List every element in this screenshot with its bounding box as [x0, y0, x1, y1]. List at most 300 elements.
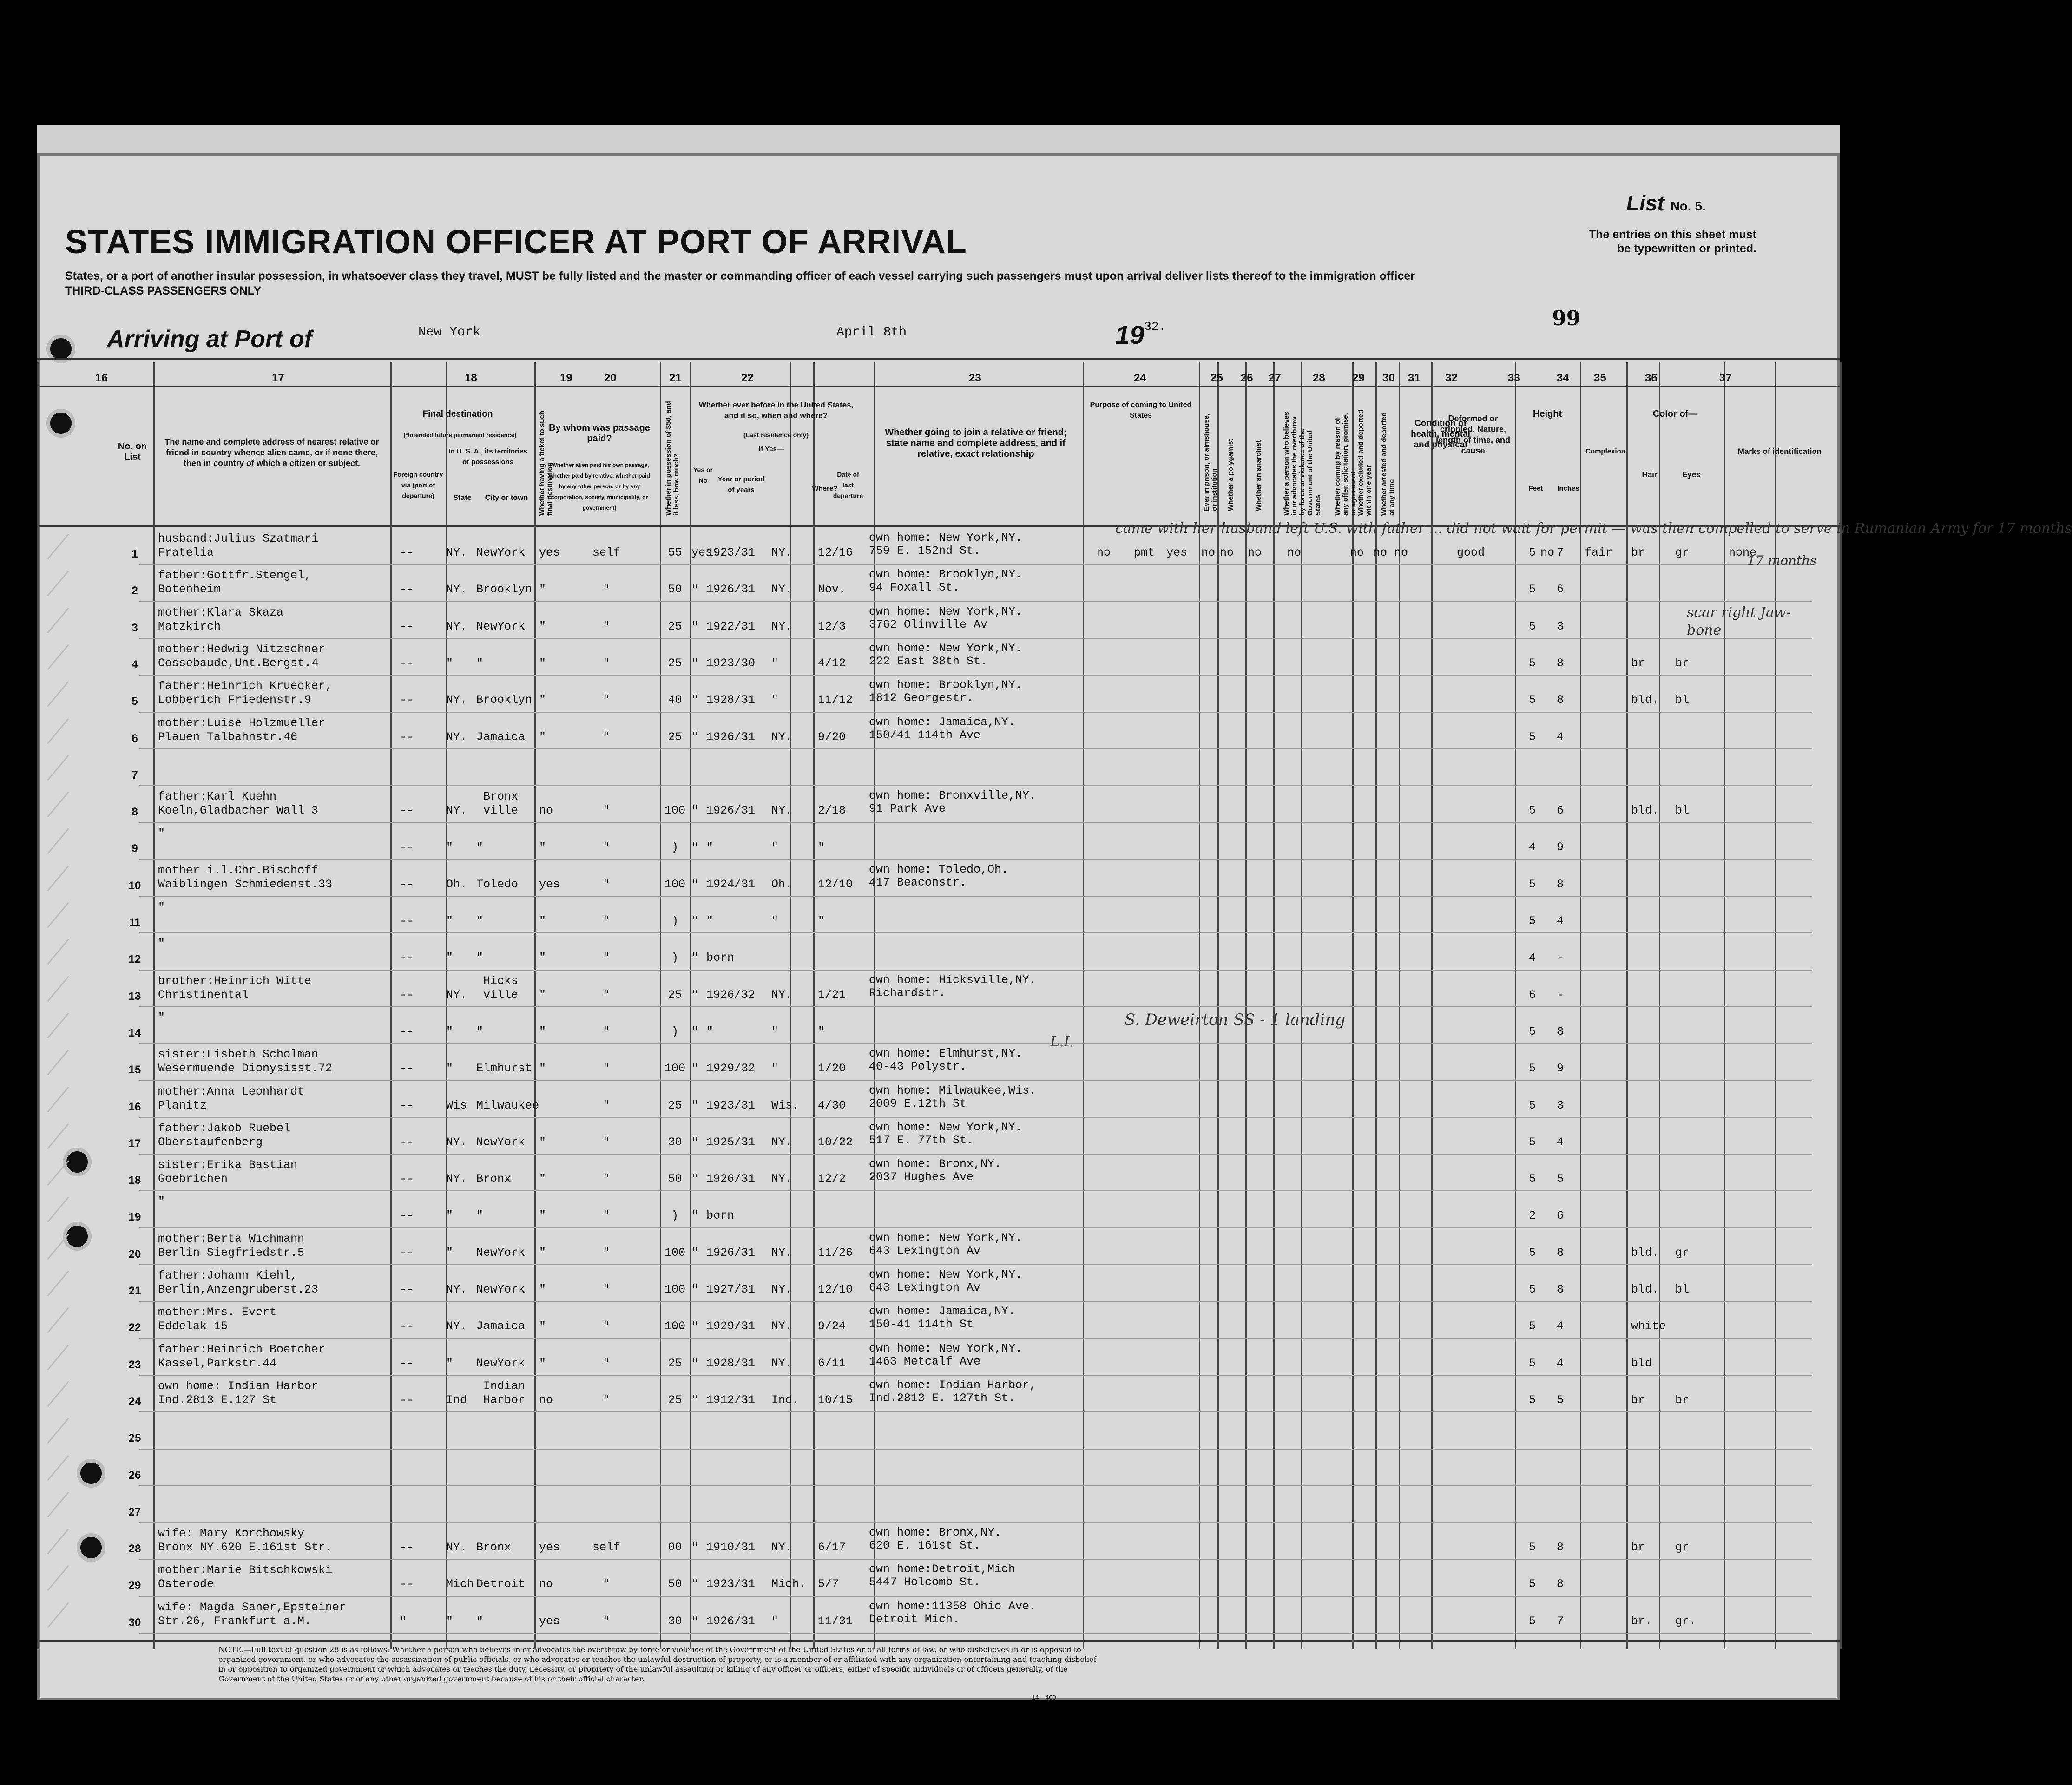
row-divider [139, 896, 1812, 897]
cell-years: 1922/31 [706, 619, 756, 633]
cell-money: 100 [664, 1319, 685, 1333]
row-number: 14 [128, 1026, 141, 1039]
cell-addr: Eddelak 15 [158, 1319, 228, 1333]
cell-ticket: " [539, 988, 546, 1002]
row-divider [139, 1301, 1812, 1302]
cell-dep: 4/30 [818, 1098, 846, 1112]
header-c34: Height [1533, 409, 1562, 419]
cell-ticket: " [539, 951, 546, 965]
cell-addr: Str.26, Frankfurt a.M. [158, 1614, 312, 1628]
cell-inches: 8 [1557, 1577, 1564, 1591]
page-number: 99 [1552, 307, 1581, 330]
cell-eyes: bl [1675, 693, 1690, 707]
row-divider [139, 1190, 1812, 1191]
row-number: 20 [128, 1247, 141, 1260]
cell-rel: wife: Mary Korchowsky [158, 1527, 305, 1541]
cell-join1: own home: Jamaica,NY. [869, 715, 1016, 729]
cell-foreign: -- [400, 877, 414, 891]
cell-years: 1926/31 [706, 1614, 756, 1628]
cell-state: NY. [446, 583, 467, 597]
table-bottom-rule [37, 1640, 1840, 1642]
cell-money: 50 [668, 583, 682, 597]
handwritten-ship-note: S. Deweirton SS - 1 landing [1125, 1011, 1346, 1029]
cell-ticket: no [539, 1577, 553, 1591]
cell-ticket: no [539, 804, 553, 818]
cell-feet: 5 [1529, 1024, 1536, 1038]
row-number: 23 [128, 1358, 141, 1371]
cell-ticket: " [539, 730, 546, 744]
cell-city: Toledo [476, 877, 519, 891]
cell-city: " [476, 840, 484, 854]
cell-rel: father:Gottfr.Stengel, [158, 569, 312, 583]
row-number: 13 [128, 990, 141, 1003]
cell-city: " [476, 1209, 484, 1223]
row-divider [139, 859, 1812, 860]
cell-rel: sister:Erika Bastian [158, 1158, 298, 1172]
cell-state: NY. [446, 988, 467, 1002]
cell-addr: Koeln,Gladbacher Wall 3 [158, 804, 319, 818]
cell-money: 25 [668, 730, 682, 744]
cell-join1: own home:11358 Ohio Ave. [869, 1599, 1037, 1613]
cell-city: ville [483, 804, 519, 818]
cell-hair: br [1631, 546, 1645, 559]
cell-inches: 5 [1557, 1393, 1564, 1407]
cell-foreign: -- [400, 1062, 414, 1076]
cell-c26: no [1220, 546, 1234, 559]
cell-before: " [691, 1024, 699, 1038]
cell-before: " [691, 1098, 699, 1112]
cell-foreign: -- [400, 1577, 414, 1591]
cell-dep: 11/26 [818, 1246, 853, 1260]
cell-feet: 5 [1529, 1098, 1536, 1112]
header-c31: Whether arrested and deported at any time [1380, 412, 1396, 516]
header-c22-year: Year or period of years [717, 475, 765, 494]
cell-feet: 5 [1529, 914, 1536, 928]
row-number: 11 [129, 916, 141, 929]
cell-ticket: yes [539, 546, 560, 559]
cell-where: NY. [771, 730, 793, 744]
cell-join1: own home: New York,NY. [869, 1268, 1023, 1281]
cell-money: ) [671, 1209, 678, 1223]
arriving-label: Arriving at Port of [107, 326, 313, 353]
cell-feet: 5 [1529, 730, 1536, 744]
header-c37: Marks of identification [1737, 447, 1822, 456]
header-c18-usa: In U. S. A., its territories or possessions [448, 447, 527, 466]
cell-city: NewYork [476, 619, 526, 633]
cell-c31: no [1394, 546, 1408, 559]
cell-dep: 4/12 [818, 656, 846, 670]
cell-money: ) [671, 1024, 678, 1038]
punch-hole [77, 1533, 105, 1562]
cell-inches: 8 [1557, 1246, 1564, 1260]
cell-paid: " [603, 1393, 610, 1407]
cell-feet: 5 [1529, 1393, 1536, 1407]
cell-paid: " [603, 877, 610, 891]
cell-city: Harbor [483, 1393, 526, 1407]
cell-years: " [706, 840, 714, 854]
header-c18-city: City or town [485, 494, 528, 502]
punch-hole [77, 1459, 105, 1488]
column-number: 16 [95, 372, 108, 384]
cell-join1: own home: New York,NY. [869, 1231, 1023, 1245]
cell-money: 55 [668, 546, 682, 559]
form-number: 14—400 [1032, 1693, 1056, 1701]
cell-addr: Berlin,Anzengruberst.23 [158, 1283, 319, 1296]
date-value: April 8th [836, 325, 907, 340]
cell-foreign: -- [400, 1541, 414, 1555]
cell-paid: " [603, 1356, 610, 1370]
cell-money: 25 [668, 988, 682, 1002]
handwritten-marks-row1: 17 months [1747, 553, 1817, 568]
header-c34-inches: Inches [1557, 485, 1579, 492]
cell-join2: Richardstr. [869, 986, 946, 1000]
cell-where: " [771, 1062, 779, 1076]
cell-join1: own home: New York,NY. [869, 531, 1023, 545]
cell-feet: 5 [1529, 546, 1536, 559]
cell-foreign: -- [400, 840, 414, 854]
cell-paid: " [603, 1319, 610, 1333]
cell-money: 30 [668, 1614, 682, 1628]
header-c22-where: Where? [812, 485, 838, 492]
cell-addr: Wesermuende Dionysisst.72 [158, 1062, 333, 1076]
cell-join2: 620 E. 161st St. [869, 1539, 981, 1553]
column-divider [1840, 362, 1842, 1649]
cell-state: NY. [446, 619, 467, 633]
row-divider [139, 1522, 1812, 1523]
cell-money: 30 [668, 1135, 682, 1149]
cell-city: Indian [483, 1379, 526, 1393]
header-c18: Final destination [422, 409, 493, 419]
cell-join2: 759 E. 152nd St. [869, 544, 981, 558]
cell-state: NY. [446, 1172, 467, 1186]
header-c25: Ever in prison, or almshouse, or institution [1203, 413, 1218, 511]
cell-ticket: " [539, 914, 546, 928]
cell-where: NY. [771, 988, 793, 1002]
cell-rel: father:Heinrich Kruecker, [158, 679, 333, 693]
punch-hole [46, 409, 75, 438]
cell-feet: 5 [1529, 1319, 1536, 1333]
column-number: 35 [1594, 372, 1606, 384]
cell-inches: 3 [1557, 1098, 1564, 1112]
cell-where: Ind. [771, 1393, 800, 1407]
cell-join1: own home: Brooklyn,NY. [869, 568, 1023, 582]
row-divider [139, 1485, 1812, 1486]
cell-where: Oh. [771, 877, 793, 891]
cell-join1: own home: Bronxville,NY. [869, 789, 1037, 803]
cell-before: " [691, 583, 699, 597]
cell-paid: " [603, 730, 610, 744]
cell-rel: own home: Indian Harbor [158, 1379, 319, 1393]
cell-dep: 9/20 [818, 730, 846, 744]
cell-ticket: " [539, 1024, 546, 1038]
row-number: 26 [128, 1469, 141, 1482]
cell-hair: bld. [1631, 804, 1659, 818]
cell-paid: " [603, 1209, 610, 1223]
cell-before: " [691, 951, 699, 965]
cell-eyes: br [1675, 656, 1690, 670]
cell-feet: 5 [1529, 1541, 1536, 1555]
cell-state: " [446, 1356, 454, 1370]
cell-feet: 5 [1529, 1614, 1536, 1628]
cell-rel: mother:Hedwig Nitzschner [158, 642, 326, 656]
cell-before: " [691, 1614, 699, 1628]
cell-city: Brooklyn [476, 693, 533, 707]
cell-health: good [1456, 546, 1485, 559]
cell-dep: 10/15 [818, 1393, 853, 1407]
row-number: 24 [128, 1395, 141, 1408]
cell-addr: Planitz [158, 1098, 207, 1112]
cell-join2: 3762 Olinville Av [869, 617, 988, 631]
cell-foreign: -- [400, 656, 414, 670]
cell-inches: 8 [1557, 693, 1564, 707]
cell-where: NY. [771, 619, 793, 633]
cell-dep: 12/10 [818, 877, 853, 891]
row-number: 4 [132, 658, 138, 671]
cell-before: " [691, 619, 699, 633]
cell-city: Milwaukee [476, 1098, 539, 1112]
column-number: 36 [1645, 372, 1658, 384]
row-number: 15 [128, 1063, 141, 1076]
row-number: 19 [128, 1211, 141, 1224]
cell-join2: 91 Park Ave [869, 802, 946, 816]
column-number: 22 [741, 372, 754, 384]
cell-money: 25 [668, 1393, 682, 1407]
cell-rel: mother:Berta Wichmann [158, 1232, 305, 1246]
cell-addr: Plauen Talbahnstr.46 [158, 730, 298, 744]
cell-dep: 12/10 [818, 1283, 853, 1296]
cell-city: NewYork [476, 1135, 526, 1149]
cell-before: " [691, 1541, 699, 1555]
cell-dep: 1/21 [818, 988, 846, 1002]
cell-foreign: -- [400, 693, 414, 707]
cell-city: Jamaica [476, 730, 526, 744]
cell-rel: father:Jakob Ruebel [158, 1121, 291, 1135]
header-c23: Whether going to join a relative or friend; state name and complete address, and if relative, exact relationship [885, 427, 1067, 459]
cell-dep: 12/3 [818, 619, 846, 633]
cell-addr: Botenheim [158, 583, 221, 597]
cell-feet: 5 [1529, 1283, 1536, 1296]
column-number: 17 [272, 372, 284, 384]
cell-where: NY. [771, 1319, 793, 1333]
header-c32: Condition of health, mental and physical [1411, 419, 1470, 450]
header-c17: The name and complete address of nearest relative or friend in country whence alien came, or if none there, then in country of which a citizen or subject. [164, 437, 379, 468]
handwritten-note-row1: came with her husband left U.S. with father ... did not wait for permit — was then compelled to serve in Rumanian Army for 17 months [1115, 520, 2072, 537]
cell-feet: 5 [1529, 1246, 1536, 1260]
cell-state: Oh. [446, 877, 467, 891]
cell-paid: " [603, 1246, 610, 1260]
cell-before: " [691, 656, 699, 670]
cell-deformed: no [1540, 546, 1554, 559]
column-number: 25 [1210, 372, 1223, 384]
cell-city: Hicks [483, 974, 519, 988]
cell-inches: 9 [1557, 1062, 1564, 1076]
row-number: 2 [132, 584, 138, 597]
header-c22: Whether ever before in the United States, and if so, when and where? [698, 400, 854, 420]
cell-where: NY. [771, 804, 793, 818]
column-number: 28 [1313, 372, 1325, 384]
cell-join2: 643 Lexington Av [869, 1281, 981, 1294]
cell-years: 1929/31 [706, 1319, 756, 1333]
cell-city: NewYork [476, 1246, 526, 1260]
cell-rel: husband:Julius Szatmari [158, 532, 319, 545]
row-divider [139, 564, 1812, 565]
header-c28: Whether a person who believes in or advocates the overthrow by force or violence of the Government of the United States [1283, 411, 1322, 516]
row-divider [139, 638, 1812, 639]
cell-inches: 8 [1557, 1024, 1564, 1038]
cell-rel: mother:Anna Leonhardt [158, 1084, 305, 1098]
cell-state: Ind [446, 1393, 467, 1407]
cell-money: 25 [668, 619, 682, 633]
cell-join1: own home: Milwaukee,Wis. [869, 1083, 1037, 1097]
cell-ticket: yes [539, 1614, 560, 1628]
cell-join1: own home: Bronx,NY. [869, 1157, 1002, 1171]
cell-dep: 12/16 [818, 546, 853, 559]
cell-paid: self [592, 1541, 620, 1555]
cell-join2: 150-41 114th St [869, 1318, 974, 1332]
cell-paid: " [603, 1172, 610, 1186]
cell-join2: 2037 Hughes Ave [869, 1170, 974, 1184]
cell-years: " [706, 1024, 714, 1038]
row-divider [139, 970, 1812, 971]
cell-rel: sister:Lisbeth Scholman [158, 1048, 319, 1062]
cell-before: " [691, 988, 699, 1002]
cell-where: " [771, 693, 779, 707]
cell-years: " [706, 914, 714, 928]
cell-city: " [476, 951, 484, 965]
cell-join2: 643 Lexington Av [869, 1244, 981, 1258]
cell-dep: " [818, 914, 825, 928]
cell-inches: 8 [1557, 877, 1564, 891]
row-divider [139, 1227, 1812, 1228]
row-number: 9 [132, 842, 138, 855]
cell-paid: " [603, 1135, 610, 1149]
row-divider [139, 748, 1812, 749]
cell-inches: 6 [1557, 583, 1564, 597]
cell-foreign: -- [400, 1209, 414, 1223]
cell-rel: father:Johann Kiehl, [158, 1269, 298, 1282]
cell-dep: 6/11 [818, 1356, 846, 1370]
cell-city: Bronx [476, 1172, 512, 1186]
cell-foreign: -- [400, 1172, 414, 1186]
cell-before: " [691, 1135, 699, 1149]
cell-join2: 517 E. 77th St. [869, 1133, 974, 1147]
cell-money: 00 [668, 1541, 682, 1555]
cell-city: Jamaica [476, 1319, 526, 1333]
cell-state: " [446, 1209, 454, 1223]
row-number: 18 [128, 1174, 141, 1187]
row-divider [139, 1559, 1812, 1560]
cell-years: 1927/31 [706, 1283, 756, 1296]
list-number: List No. 5. [1626, 191, 1706, 215]
cell-before: " [691, 1209, 699, 1223]
cell-foreign: -- [400, 546, 414, 559]
cell-years: 1910/31 [706, 1541, 756, 1555]
cell-rel: " [158, 827, 165, 840]
cell-where: NY. [771, 1283, 793, 1296]
cell-join1: own home:Detroit,Mich [869, 1562, 1016, 1576]
cell-feet: 5 [1529, 1577, 1536, 1591]
cell-addr: Waiblingen Schmiedenst.33 [158, 877, 333, 891]
cell-years: 1926/31 [706, 804, 756, 818]
cell-paid: " [603, 583, 610, 597]
cell-join2: 5447 Holcomb St. [869, 1575, 981, 1589]
port-value: New York [418, 325, 481, 340]
cell-where: NY. [771, 1135, 793, 1149]
cell-before: " [691, 1062, 699, 1076]
cell-years: 1926/31 [706, 1246, 756, 1260]
cell-before: " [691, 1246, 699, 1260]
cell-where: NY. [771, 546, 793, 559]
row-number: 5 [132, 695, 138, 708]
cell-inches: 4 [1557, 1356, 1564, 1370]
cell-state: " [446, 656, 454, 670]
cell-inches: 8 [1557, 656, 1564, 670]
cell-hair: bld. [1631, 1283, 1659, 1296]
page-title: STATES IMMIGRATION OFFICER AT PORT OF ARRIVAL [65, 223, 967, 261]
cell-marks: none [1729, 546, 1757, 559]
row-divider [139, 1338, 1812, 1339]
cell-money: 25 [668, 1356, 682, 1370]
cell-where: " [771, 914, 779, 928]
cell-dep: 11/12 [818, 693, 853, 707]
header-c36-hair: Hair [1642, 470, 1658, 479]
cell-rel: brother:Heinrich Witte [158, 974, 312, 988]
cell-feet: 4 [1529, 951, 1536, 965]
cell-where: " [771, 1614, 779, 1628]
cell-money: 100 [664, 804, 685, 818]
header-c33: Deformed or crippled. Nature, length of time, and cause [1436, 414, 1510, 455]
cell-dep: Nov. [818, 583, 846, 597]
cell-c27: no [1248, 546, 1262, 559]
cell-addr: Oberstaufenberg [158, 1135, 263, 1149]
header-no-on-list: No. on List [118, 441, 147, 462]
cell-ticket: yes [539, 1541, 560, 1555]
cell-eyes: gr. [1675, 1614, 1697, 1628]
cell-state: NY. [446, 693, 467, 707]
cell-state: " [446, 951, 454, 965]
typewritten-note: The entries on this sheet must be typewritten or printed. [1588, 228, 1756, 255]
cell-city: Bronx [476, 1541, 512, 1555]
cell-money: ) [671, 840, 678, 854]
cell-before: " [691, 804, 699, 818]
column-number: 27 [1269, 372, 1281, 384]
cell-money: 100 [664, 1062, 685, 1076]
cell-purpose: no [1097, 546, 1111, 559]
cell-inches: 4 [1557, 914, 1564, 928]
cell-where: " [771, 656, 779, 670]
cell-money: 50 [668, 1172, 682, 1186]
cell-eyes: gr [1675, 1246, 1690, 1260]
cell-join2: 40-43 Polystr. [869, 1060, 967, 1074]
cell-feet: 5 [1529, 1356, 1536, 1370]
cell-ticket: " [539, 840, 546, 854]
cell-feet: 6 [1529, 988, 1536, 1002]
cell-join1: own home: New York,NY. [869, 604, 1023, 618]
row-number: 7 [132, 768, 138, 781]
row-divider [139, 785, 1812, 786]
cell-city: NewYork [476, 1356, 526, 1370]
row-divider [139, 712, 1812, 713]
column-number: 34 [1557, 372, 1569, 384]
cell-ticket: " [539, 1246, 546, 1260]
header-c18-note: (*Intended future permanent residence) [403, 432, 517, 439]
cell-money: 25 [668, 1098, 682, 1112]
cell-join2: 222 East 38th St. [869, 654, 988, 668]
row-divider [139, 1080, 1812, 1081]
year-value: $19^{32.}$ [1115, 320, 1166, 349]
cell-before: yes [691, 546, 713, 559]
cell-years: 1926/32 [706, 988, 756, 1002]
